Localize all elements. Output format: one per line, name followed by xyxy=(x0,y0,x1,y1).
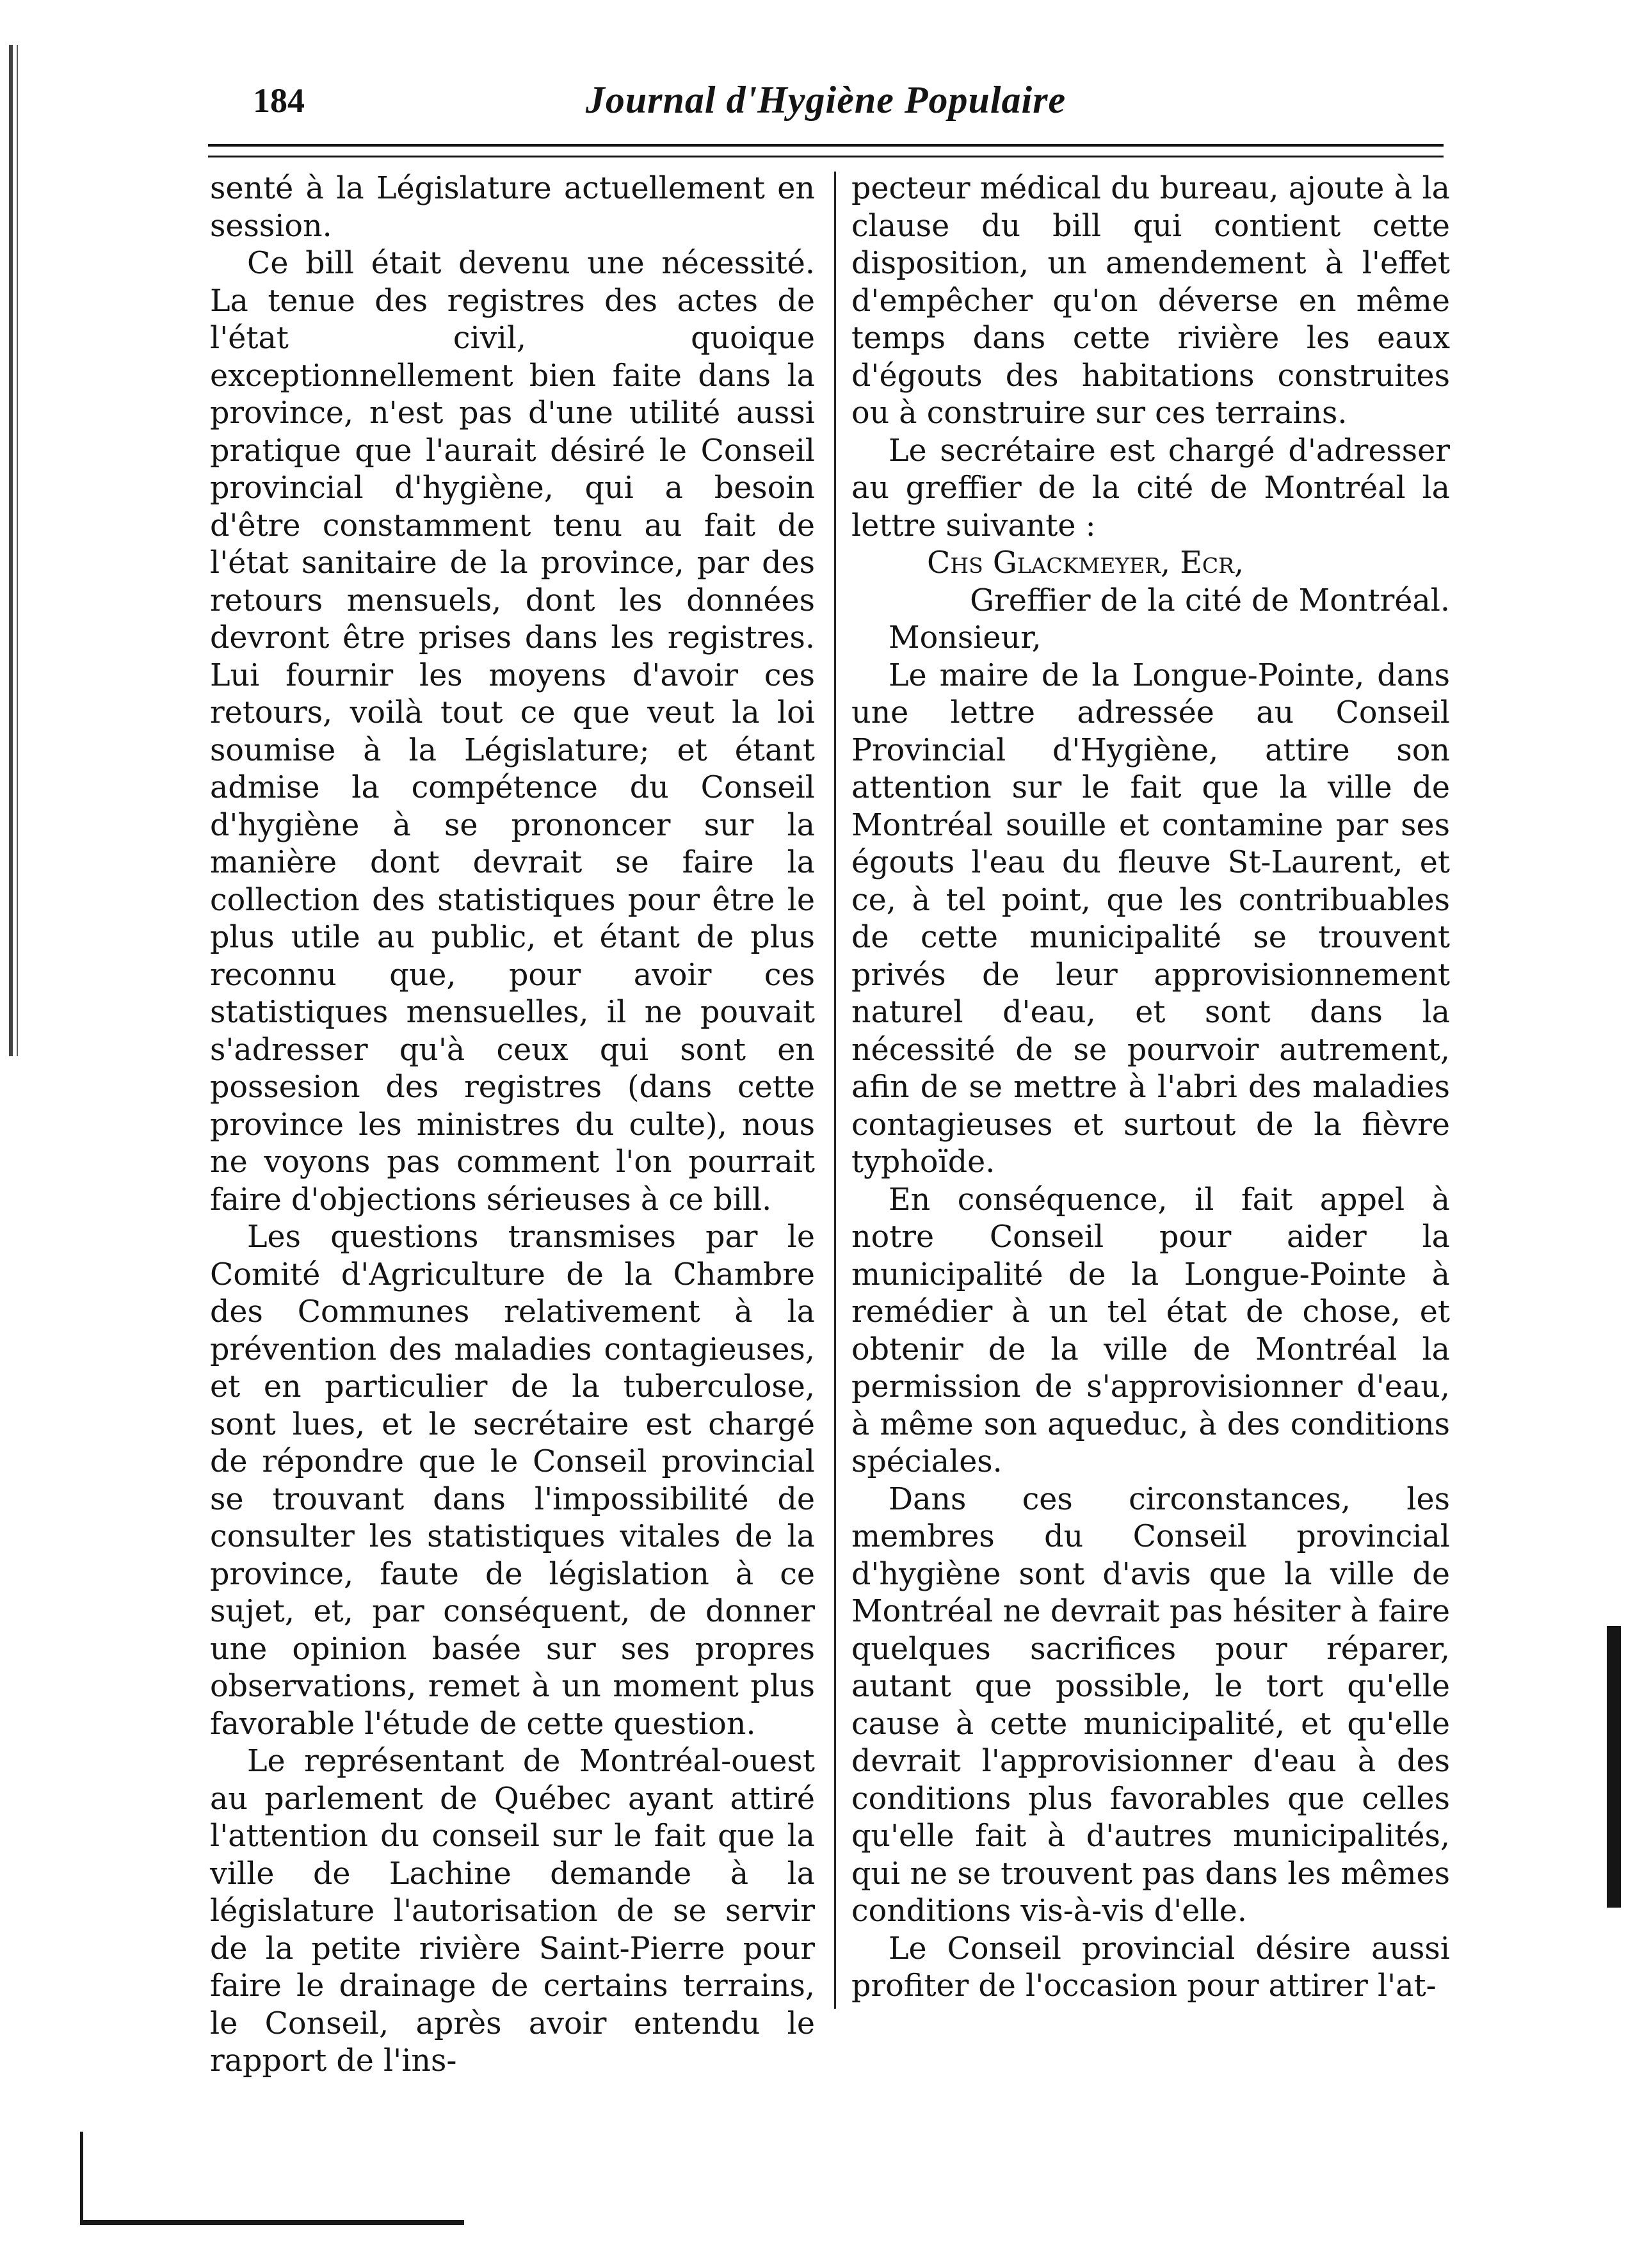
scan-edge-bottom-vertical xyxy=(80,2132,83,2224)
paragraph: Le secrétaire est chargé d'adresser au greffier de la cité de Montréal la lettre suivante : xyxy=(851,433,1450,543)
scan-edge-bottom xyxy=(80,2220,464,2225)
paragraph: Le maire de la Longue-Pointe, dans une lettre adressée au Conseil Provincial d'Hygiène, attire son attention sur le fait que la ville de Montréal souille et contamine par ses égouts l'eau du fleuve St-Laurent, et ce, à tel point, que les contribuables de cette municipalité se trouvent privés de leur approvisionnement naturel d'eau, et sont dans la nécessité de se pourvoir autrement, afin de se mettre à l'abri des maladies contagieuses et surtout de la fièvre typhoïde. xyxy=(851,657,1450,1180)
page-header xyxy=(208,69,1444,140)
paragraph: Ce bill était devenu une nécessité. La tenue des registres des actes de l'état civil, quoique exceptionnellement bien faite dans la province, n'est pas d'une utilité aussi pratique que l'aurait désiré le Conseil provincial d'hygiène, qui a besoin d'être constamment tenu au fait de l'état sanitaire de la province, par des retours mensuels, dont les données devront être prises dans les registres. Lui fournir les moyens d'avoir ces retours, voilà tout ce que veut la loi soumise à la Législature; et étant admise la compétence du Conseil d'hygiène à se prononcer sur la manière dont devrait se faire la collection des statistiques pour être le plus utile au public, et étant de plus reconnu que, pour avoir ces statistiques mensuelles, il ne pouvait s'adresser qu'à ceux qui sont en possesion des registres (dans cette province les ministres du culte), nous ne voyons pas comment l'on pourrait faire d'objections sérieuses à ce bill. xyxy=(210,246,815,1218)
page-number: 184 xyxy=(253,81,305,120)
right-column xyxy=(851,170,1450,2006)
column-divider xyxy=(834,172,836,2009)
paragraph: En conséquence, il fait appel à notre Conseil pour aider la municipalité de la Longue-Pointe à remédier à un tel état de chose, et obtenir de la ville de Montréal la permission de s'approvisionner d'eau, à même son aqueduc, à des conditions spéciales. xyxy=(851,1182,1450,1479)
running-title: Journal d'Hygiène Populaire xyxy=(585,79,1066,121)
paragraph: Les questions transmises par le Comité d'Agriculture de la Chambre des Communes relativement à la prévention des maladies contagieuses, et en particulier de la tuberculose, sont lues, et le secrétaire est chargé de répondre que le Conseil provincial se trouvant dans l'impossibilité de consulter les statistiques vitales de la province, faute de législation à ce sujet, et, par conséquent, de donner une opinion basée sur ses propres observations, remet à un moment plus favorable l'étude de cette question. xyxy=(210,1219,815,1742)
letter-addressee: Chs Glackmeyer, Ecr, xyxy=(927,545,1244,581)
header-rule xyxy=(208,144,1444,157)
letter-addressee-title: Greffier de la cité de Montréal. xyxy=(970,583,1450,618)
left-column xyxy=(210,170,815,2080)
paragraph: Le Conseil provincial désire aussi profiter de l'occasion pour attirer l'at- xyxy=(851,1931,1450,2004)
paragraph: Dans ces circonstances, les membres du Conseil provincial d'hygiène sont d'avis que la ville de Montréal ne devrait pas hésiter à faire quelques sacrifices pour réparer, autant que possible, le tort qu'elle cause à cette municipalité, et qu'elle devrait l'approvisionner d'eau à des conditions plus favorables que celles qu'elle fait à d'autres municipalités, qui ne se trouvent pas dans les mêmes conditions vis-à-vis d'elle. xyxy=(851,1481,1450,1929)
paragraph: Le représentant de Montréal-ouest au parlement de Québec ayant attiré l'attention du conseil sur le fait que la ville de Lachine demande à la législature l'autorisation de se servir de la petite rivière Saint-Pierre pour faire le drainage de certains terrains, le Conseil, après avoir entendu le rapport de l'ins- xyxy=(210,1744,815,2079)
scan-edge-left xyxy=(9,45,28,1056)
paragraph: senté à la Législature actuellement en session. xyxy=(210,171,815,244)
paragraph: pecteur médical du bureau, ajoute à la clause du bill qui contient cette disposition, un amendement à l'effet d'empêcher qu'on déverse en même temps dans cette rivière les eaux d'égouts des habitations construites ou à construire sur ces terrains. xyxy=(851,171,1450,431)
scan-edge-right xyxy=(1607,1626,1621,1908)
letter-salutation: Monsieur, xyxy=(889,620,1042,655)
